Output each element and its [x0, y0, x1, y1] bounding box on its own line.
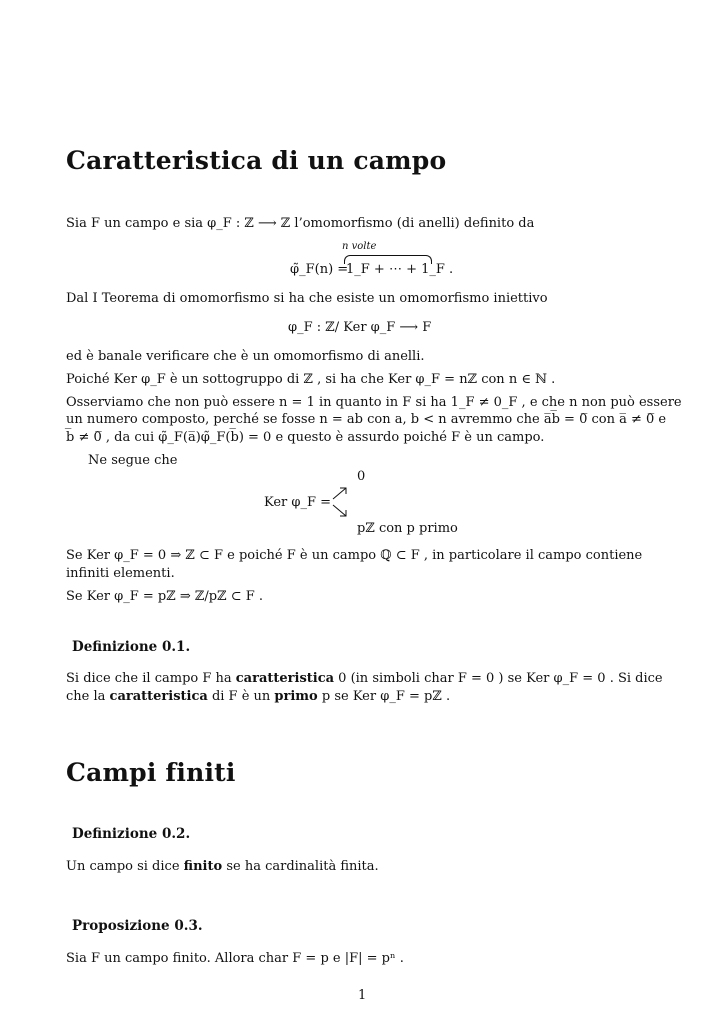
cases-bottom: pℤ con p primo: [357, 521, 458, 536]
equation-injective: φ_F : ℤ/ Ker φ_F ⟶ F: [288, 320, 432, 335]
proposition-0-3-title: Proposizione 0.3.: [72, 918, 203, 934]
paragraph-observe-line1: Osserviamo che non può essere n = 1 in quanto in F si ha 1_F ≠ 0_F , e che n non può essere: [66, 395, 682, 410]
proposition-0-3-text: Sia F un campo finito. Allora char F = p e |F| = pⁿ .: [66, 951, 404, 966]
page-number: 1: [358, 988, 367, 1003]
definition-0-2-text: Un campo si dice finito se ha cardinalità finita.: [66, 859, 379, 874]
definition-0-2-title: Definizione 0.2.: [72, 826, 191, 842]
paragraph-kernel-p: Se Ker φ_F = pℤ ⇒ ℤ/pℤ ⊂ F .: [66, 589, 264, 604]
paragraph-subgroup: Poiché Ker φ_F è un sottogruppo di ℤ , si ha che Ker φ_F = nℤ con n ∈ ℕ .: [66, 372, 556, 387]
cases-arrows: [330, 484, 350, 520]
definition-0-1-line2: che la caratteristica di F è un primo p se Ker φ_F = pℤ .: [66, 689, 451, 704]
paragraph-definition-phi: Sia F un campo e sia φ_F : ℤ ⟶ ℤ l’omomorfismo (di anelli) definito da: [66, 216, 535, 231]
section-title-caratteristica: Caratteristica di un campo: [66, 146, 447, 175]
overbrace-label: n volte: [342, 241, 377, 252]
definition-0-1-line1: Si dice che il campo F ha caratteristica 0 (in simboli char F = 0 ) se Ker φ_F = 0 . Si dice: [66, 671, 663, 686]
cases-lhs: Ker φ_F =: [264, 495, 332, 510]
paragraph-kernel-zero-line2: infiniti elementi.: [66, 566, 175, 581]
paragraph-ne-segue: Ne segue che: [88, 453, 178, 468]
paragraph-observe-line3: b̅ ≠ 0̅ , da cui φ̃_F(a̅)φ̃_F(b̅) = 0 e questo è assurdo poiché F è un campo.: [66, 430, 545, 445]
definition-0-1-title: Definizione 0.1.: [72, 639, 191, 655]
cases-top: 0: [357, 469, 366, 484]
paragraph-ring-hom: ed è banale verificare che è un omomorfismo di anelli.: [66, 349, 425, 364]
equation-phi-tilde-left: φ̃_F(n) =: [290, 262, 349, 277]
paragraph-observe-line2: un numero composto, perché se fosse n = ab con a, b < n avremmo che a̅b̅ = 0̅ con a̅ ≠ 0̅ e: [66, 412, 667, 427]
section-title-campi-finiti: Campi finiti: [66, 758, 236, 787]
paragraph-kernel-zero-line1: Se Ker φ_F = 0 ⇒ ℤ ⊂ F e poiché F è un campo ℚ ⊂ F , in particolare il campo contiene: [66, 548, 643, 563]
equation-phi-tilde-right: 1_F + ⋯ + 1_F .: [346, 262, 454, 277]
paragraph-theorem: Dal I Teorema di omomorfismo si ha che esiste un omomorfismo iniettivo: [66, 291, 548, 306]
